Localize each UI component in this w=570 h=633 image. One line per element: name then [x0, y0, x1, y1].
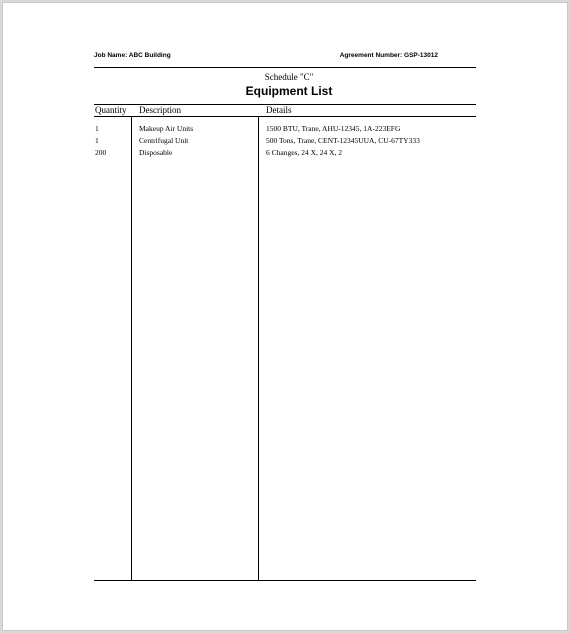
- column-divider: [258, 116, 259, 581]
- table-header-rule: [94, 116, 476, 117]
- table-row: [0, 124, 570, 136]
- header-divider: [94, 67, 476, 68]
- table-row: [0, 136, 570, 148]
- cell-description: Disposable: [139, 148, 173, 157]
- cell-details: 6 Changes, 24 X, 24 X, 2: [266, 148, 343, 157]
- column-divider: [131, 116, 132, 581]
- cell-details: 500 Tons, Trane, CENT-12345UUA, CU-67TY333: [266, 136, 420, 145]
- cell-quantity: 1: [95, 136, 99, 145]
- cell-description: Centrifugal Unit: [139, 136, 189, 145]
- page-title: Equipment List: [245, 84, 333, 98]
- job-name: Job Name: ABC Building: [94, 52, 171, 59]
- cell-description: Makeup Air Units: [139, 124, 194, 133]
- column-header-details: Details: [266, 105, 292, 115]
- column-header-quantity: Quantity: [95, 105, 127, 115]
- table-row: [0, 148, 570, 160]
- agreement-number: Agreement Number: GSP-13012: [339, 52, 438, 59]
- table-bottom-rule: [94, 580, 476, 581]
- schedule-label: Schedule "C": [264, 72, 314, 82]
- cell-quantity: 1: [95, 124, 99, 133]
- column-header-description: Description: [139, 105, 181, 115]
- cell-details: 1500 BTU, Trane, AHU-12345, 1A-223EFG: [266, 124, 401, 133]
- cell-quantity: 200: [95, 148, 107, 157]
